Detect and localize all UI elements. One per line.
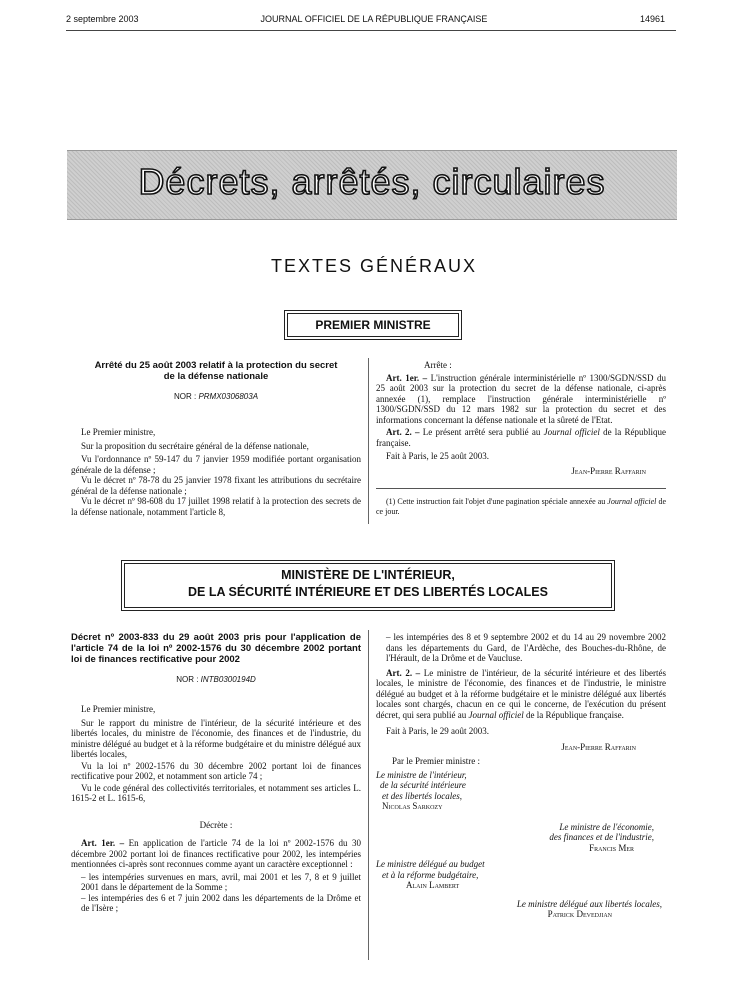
decret-list-item: – les intempéries survenues en mars, avril, mai 2001 et les 7, 8 et 9 juillet 2001 dans le département de la Somme ;	[81, 871, 361, 892]
arrete-article-2: Art. 2. – Le présent arrêté sera publié au Journal officiel de la République française.	[376, 427, 667, 448]
rubric-title: Décrets, arrêtés, circulaires	[138, 161, 606, 202]
decret-paragraph: Sur le rapport du ministre de l'intérieur, de la sécurité intérieure et des libertés locales, du ministre de l'économie, des finances et de l'industrie, du ministre délégué au budget et à la réforme budgétaire et du ministre délégué aux libertés locales,	[71, 717, 361, 759]
ministry-box-interieur	[124, 563, 612, 608]
signature-block-interieur: Le ministre de l'intérieur, de la sécurité intérieure et des libertés locales, Nicolas Sarkozy	[376, 770, 666, 812]
ministry-line-1: MINISTÈRE DE L'INTÉRIEUR,	[281, 568, 455, 582]
arrete-left-column	[71, 360, 361, 517]
arrete-paragraph: Sur la proposition du secrétaire général de la défense nationale,	[81, 440, 309, 451]
header-date: 2 septembre 2003	[66, 14, 139, 24]
section-title: TEXTES GÉNÉRAUX	[270, 256, 478, 276]
decret-right-column	[376, 632, 666, 920]
arrete-footnote: (1) Cette instruction fait l'objet d'une pagination spéciale annexée au Journal officiel de ce jour.	[376, 497, 667, 516]
arrete-title: Arrêté du 25 août 2003 relatif à la protection du secret de la défense nationale	[94, 360, 338, 382]
header-journal: JOURNAL OFFICIEL DE LA RÉPUBLIQUE FRANÇAISE	[260, 14, 488, 24]
rubric-banner	[67, 150, 677, 220]
ministry-box-premier-ministre: PREMIER MINISTRE	[287, 313, 459, 337]
arrete-fait: Fait à Paris, le 25 août 2003.	[386, 451, 489, 461]
decret-left-column	[71, 632, 361, 914]
minister-name: Nicolas Sarkozy	[382, 801, 443, 811]
decret-nor-code: INTB0300194D	[200, 675, 256, 684]
arrete-signature: Jean-Pierre Raffarin	[571, 465, 646, 476]
ministry-line-2: DE LA SÉCURITÉ INTÉRIEURE ET DES LIBERTÉS LOCALES	[188, 585, 548, 599]
arrete-nor: NOR : PRMX0306803A	[173, 392, 259, 401]
minister-name: Alain Lambert	[406, 880, 460, 890]
column-divider	[368, 630, 369, 960]
signature-block-libertes-locales: Le ministre délégué aux libertés locales, Patrick Devedjian	[376, 899, 666, 920]
decret-title: Décret nº 2003-833 du 29 août 2003 pris pour l'application de l'article 74 de la loi nº 2002-1576 du 30 décembre 2002 portant loi de finances rectificative pour 2002	[71, 632, 361, 665]
decret-par-premier-ministre: Par le Premier ministre :	[392, 756, 480, 766]
decret-list-item: – les intempéries des 6 et 7 juin 2002 dans les départements de la Drôme et de l'Isère ;	[81, 892, 361, 913]
decret-paragraph: Le Premier ministre,	[81, 704, 156, 714]
arrete-nor-code: PRMX0306803A	[198, 392, 259, 401]
arrete-paragraph: Vu l'ordonnance nº 59-147 du 7 janvier 1959 modifiée portant organisation générale de la défense ;	[71, 454, 361, 475]
arrete-article-1: Art. 1er. – L'instruction générale interministérielle nº 1300/SGDN/SSD du 25 août 2003 sur la protection du secret de la défense nationale, ci-après annexée (1), remplace l'instruction générale interministérielle nº 1300/SGDN/SSD du 12 mars 1982 sur la protection du secret et des informations concernant la défense nationale et la sûreté de l'Etat.	[376, 372, 667, 425]
signature-block-economie: Le ministre de l'économie, des finances et de l'industrie, Francis Mer	[376, 822, 666, 854]
decret-pm-signature: Jean-Pierre Raffarin	[561, 741, 636, 752]
column-divider	[368, 358, 369, 524]
decret-paragraph: Vu la loi nº 2002-1576 du 30 décembre 2002 portant loi de finances rectificative pour 2002, et notamment son article 74 ;	[71, 760, 361, 781]
decret-article-2: Art. 2. – Le ministre de l'intérieur, de la sécurité intérieure et des libertés locales, le ministre de l'économie, des finances et de l'industrie, le ministre délégué au budget et à la réforme budgétaire et le ministre délégué aux libertés locales sont chargés, chacun en ce qui le concerne, de l'exécution du présent décret, qui sera publié au Journal officiel de la République française.	[376, 667, 667, 720]
footnote-rule	[376, 488, 666, 489]
header-page-number: 14961	[640, 14, 666, 24]
arrete-paragraph: Le Premier ministre,	[81, 427, 156, 437]
arrete-label: Arrête :	[424, 360, 452, 370]
minister-name: Patrick Devedjian	[547, 909, 612, 919]
decret-paragraph: Vu le code général des collectivités territoriales, et notamment ses articles L. 1615-2 et L. 1615-6,	[71, 782, 361, 803]
decret-nor: NOR : INTB0300194D	[176, 675, 256, 684]
arrete-paragraph: Vu le décret nº 98-608 du 17 juillet 1998 relatif à la protection des secrets de la défense nationale, notamment l'article 8,	[71, 496, 361, 517]
decret-list-item: – les intempéries des 8 et 9 septembre 2002 et du 14 au 29 novembre 2002 dans les départements du Gard, de l'Ardèche, des Bouches-du-Rhône, de l'Hérault, de la Drôme et de Vaucluse.	[386, 632, 666, 663]
signature-block-budget: Le ministre délégué au budget et à la réforme budgétaire, Alain Lambert	[376, 859, 666, 891]
minister-name: Francis Mer	[589, 842, 634, 853]
header-rule	[66, 30, 676, 31]
arrete-right-column	[376, 360, 666, 516]
decret-decrete-label: Décrète :	[199, 819, 233, 830]
decret-article-1: Art. 1er. – En application de l'article 74 de la loi nº 2002-1576 du 30 décembre 2002 portant loi de finances rectificative pour 2002, les intempéries mentionnées ci-après sont reconnues comme ayant un caractère exceptionnel :	[71, 838, 361, 869]
arrete-paragraph: Vu le décret nº 78-78 du 25 janvier 1978 fixant les attributions du secrétaire général de la défense nationale ;	[71, 475, 361, 496]
decret-fait: Fait à Paris, le 29 août 2003.	[386, 726, 489, 736]
